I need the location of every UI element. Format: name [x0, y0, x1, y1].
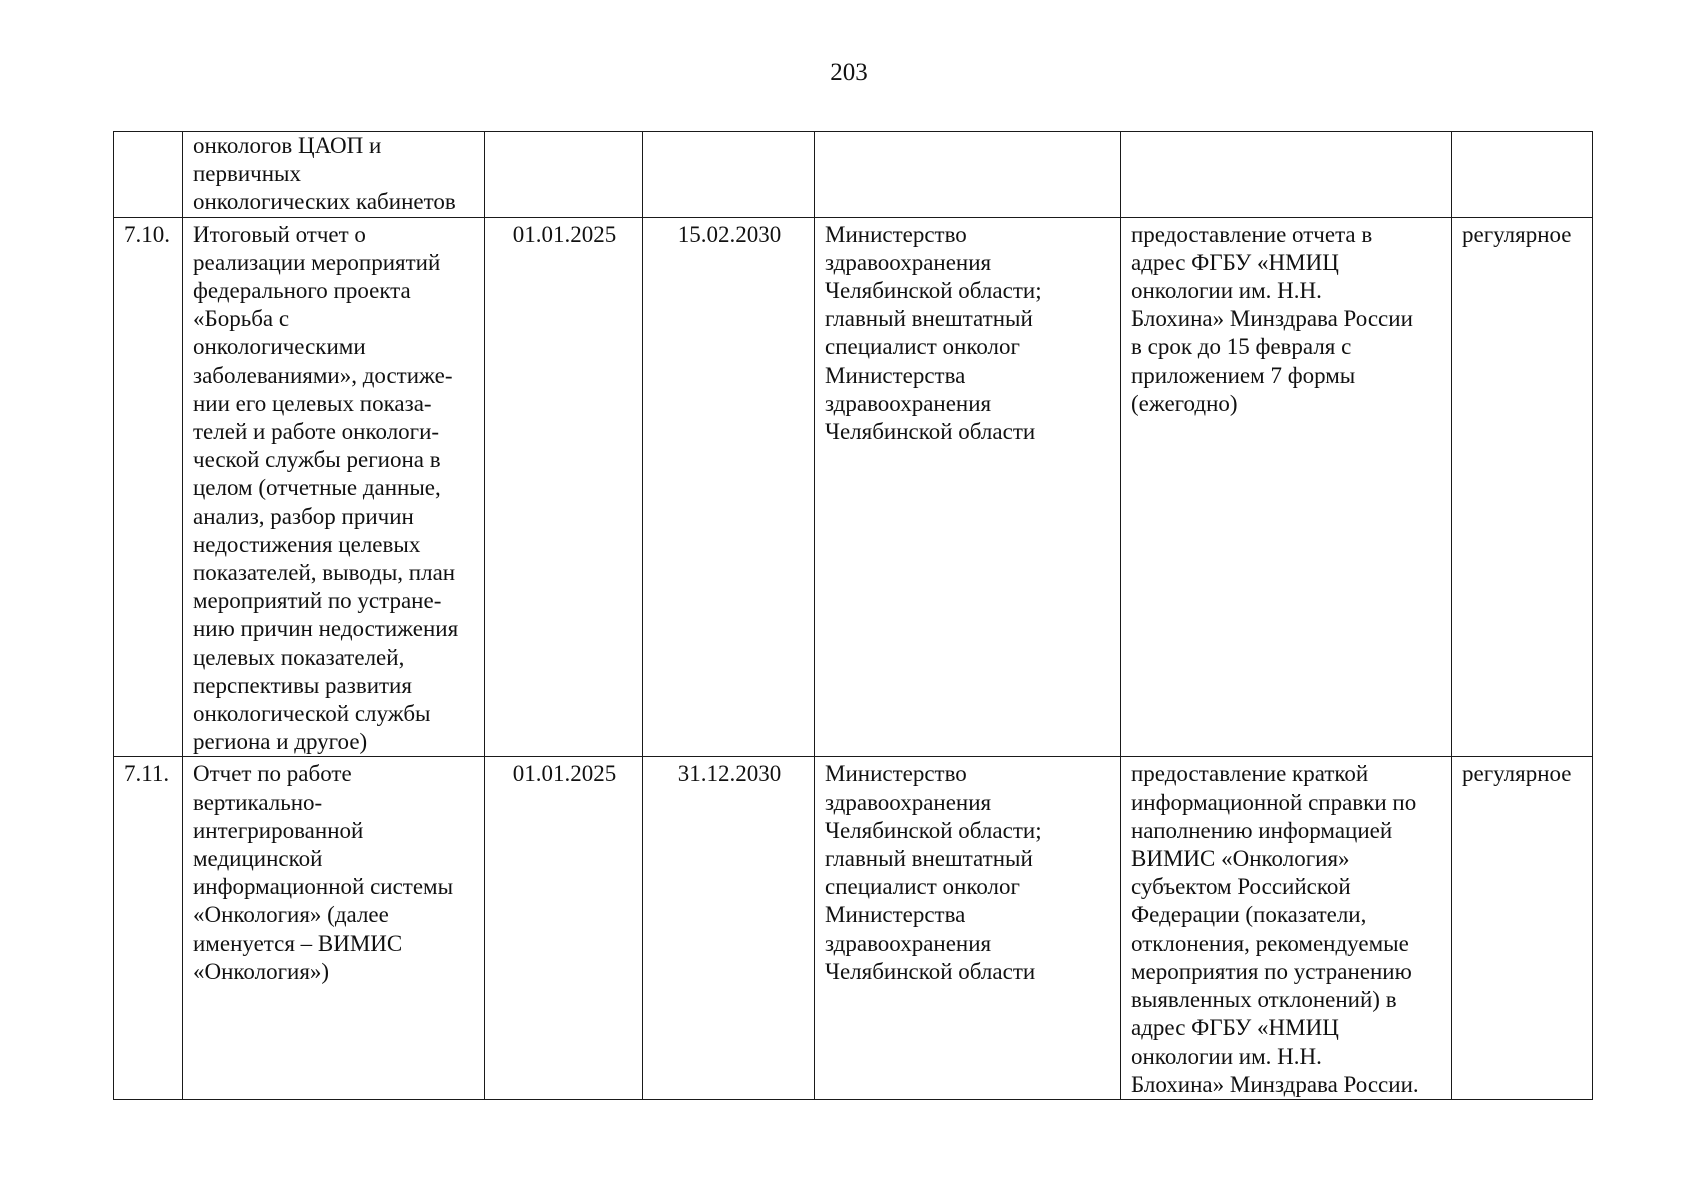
- text-line: предоставление краткой: [1131, 761, 1369, 787]
- text-line: «Онкология» (далее: [193, 902, 389, 928]
- text-line: нии его целевых показа-: [193, 390, 432, 416]
- cell-number: [114, 132, 183, 218]
- text-line: перспективы развития: [193, 672, 412, 698]
- cell-name: [183, 132, 485, 218]
- cell-responsible: [815, 132, 1121, 218]
- text-line: анализ, разбор причин: [193, 503, 414, 529]
- text-line: «Борьба с: [193, 306, 290, 332]
- cell-end-date: 31.12.2030: [643, 757, 815, 1099]
- text-line: наполнению информацией: [1131, 817, 1393, 843]
- text-line: выявленных отклонений) в: [1131, 987, 1397, 1013]
- text-line: онкологическими: [193, 334, 366, 360]
- text-line: Министерство: [825, 221, 967, 247]
- text-line: в срок до 15 февраля с: [1131, 334, 1352, 360]
- cell-result: [1121, 217, 1452, 757]
- activities-table: [113, 131, 1593, 1100]
- text-line: отклонения, рекомендуемые: [1131, 930, 1409, 956]
- text-line: ВИМИС «Онкология»: [1131, 846, 1350, 872]
- cell-type: регулярное: [1452, 757, 1593, 1099]
- text-line: специалист онколог: [825, 334, 1020, 360]
- text-line: здравоохранения: [825, 390, 992, 416]
- text-line: адрес ФГБУ «НМИЦ: [1131, 1015, 1339, 1041]
- text-line: информационной справки по: [1131, 789, 1417, 815]
- page-number: 203: [830, 59, 868, 86]
- text-line: здравоохранения: [825, 249, 992, 275]
- text-line: Челябинской области: [825, 958, 1036, 984]
- text-line: заболеваниями», достиже-: [193, 362, 453, 388]
- cell-number: 7.10.: [114, 217, 183, 757]
- text-line: мероприятия по устранению: [1131, 958, 1412, 984]
- cell-end-date: [643, 132, 815, 218]
- text-line: Челябинской области;: [825, 278, 1042, 304]
- text-line: Отчет по работе: [193, 761, 352, 787]
- text-line: информационной системы: [193, 874, 454, 900]
- cell-responsible: [815, 217, 1121, 757]
- text-line: Министерство: [825, 761, 967, 787]
- text-line: ческой службы региона в: [193, 447, 441, 473]
- text-line: онкологии им. Н.Н.: [1131, 278, 1322, 304]
- text-line: недостижения целевых: [193, 531, 421, 557]
- text-line: онкологов ЦАОП и: [193, 133, 382, 158]
- text-line: приложением 7 формы: [1131, 362, 1356, 388]
- text-line: Челябинской области;: [825, 817, 1042, 843]
- text-line: главный внештатный: [825, 846, 1033, 872]
- text-line: интегрированной: [193, 817, 364, 843]
- text-line: здравоохранения: [825, 930, 992, 956]
- cell-end-date: 15.02.2030: [643, 217, 815, 757]
- text-line: онкологических кабинетов: [193, 189, 456, 215]
- text-line: специалист онколог: [825, 874, 1020, 900]
- cell-start-date: 01.01.2025: [485, 217, 643, 757]
- table-row: [114, 217, 1593, 757]
- cell-type: [1452, 132, 1593, 218]
- text-line: онкологии им. Н.Н.: [1131, 1043, 1322, 1069]
- text-line: реализации мероприятий: [193, 249, 441, 275]
- cell-name: [183, 217, 485, 757]
- cell-responsible: [815, 757, 1121, 1099]
- text-line: онкологической службы: [193, 701, 431, 727]
- text-line: Итоговый отчет о: [193, 221, 366, 247]
- text-line: именуется – ВИМИС: [193, 930, 403, 956]
- cell-name: [183, 757, 485, 1099]
- table-row: [114, 757, 1593, 1099]
- text-line: Челябинской области: [825, 419, 1036, 445]
- cell-number: 7.11.: [114, 757, 183, 1099]
- text-line: Блохина» Минздрава России.: [1131, 1071, 1419, 1097]
- text-line: (ежегодно): [1131, 390, 1238, 416]
- text-line: предоставление отчета в: [1131, 221, 1373, 247]
- text-line: мероприятий по устране-: [193, 588, 442, 614]
- text-line: целом (отчетные данные,: [193, 475, 441, 501]
- cell-start-date: 01.01.2025: [485, 757, 643, 1099]
- text-line: адрес ФГБУ «НМИЦ: [1131, 249, 1339, 275]
- text-line: здравоохранения: [825, 789, 992, 815]
- text-line: целевых показателей,: [193, 644, 405, 670]
- text-line: медицинской: [193, 846, 323, 872]
- text-line: региона и другое): [193, 729, 368, 755]
- text-line: Блохина» Минздрава России: [1131, 306, 1413, 332]
- text-line: телей и работе онкологи-: [193, 419, 440, 445]
- cell-result: [1121, 132, 1452, 218]
- cell-type: регулярное: [1452, 217, 1593, 757]
- text-line: Федерации (показатели,: [1131, 902, 1367, 928]
- text-line: главный внештатный: [825, 306, 1033, 332]
- text-line: «Онкология»): [193, 958, 330, 984]
- text-line: нию причин недостижения: [193, 616, 459, 642]
- cell-result: [1121, 757, 1452, 1099]
- table-row: [114, 132, 1593, 218]
- text-line: показателей, выводы, план: [193, 560, 456, 586]
- text-line: субъектом Российской: [1131, 874, 1351, 900]
- cell-start-date: [485, 132, 643, 218]
- text-line: вертикально-: [193, 789, 323, 815]
- text-line: Министерства: [825, 362, 966, 388]
- text-line: федерального проекта: [193, 278, 411, 304]
- text-line: Министерства: [825, 902, 966, 928]
- text-line: первичных: [193, 161, 302, 187]
